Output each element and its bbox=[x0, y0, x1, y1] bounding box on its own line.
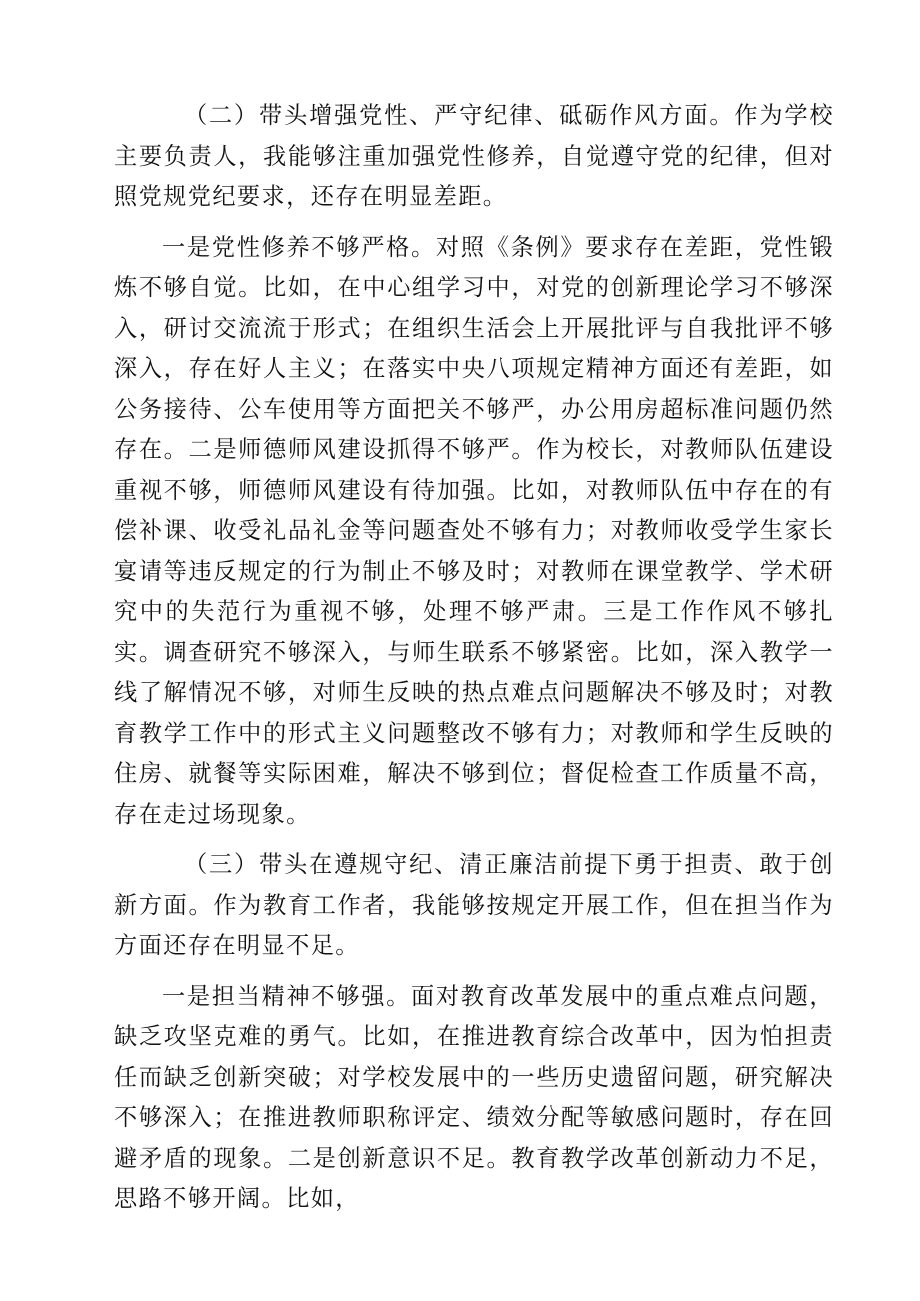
section-two-body-paragraph: 一是党性修养不够严格。对照《条例》要求存在差距，党性锻炼不够自觉。比如，在中心组学习中，对党的创新理论学习不够深入，研讨交流流于形式；在组织生活会上开展批评与自我批评不够深入，存在好人主义；在落实中央八项规定精神方面还有差距，如公务接待、公车使用等方面把关不够严，办公用房超标准问题仍然存在。二是师德师风建设抓得不够严。作为校长，对教师队伍建设重视不够，师德师风建设有待加强。比如，对教师队伍中存在的有偿补课、收受礼品礼金等问题查处不够有力；对教师收受学生家长宴请等违反规定的行为制止不够及时；对教师在课堂教学、学术研究中的失范行为重视不够，处理不够严肃。三是工作作风不够扎实。调查研究不够深入，与师生联系不够紧密。比如，深入教学一线了解情况不够，对师生反映的热点难点问题解决不够及时；对教育教学工作中的形式主义问题整改不够有力；对教师和学生反映的住房、就餐等实际困难，解决不够到位；督促检查工作质量不高，存在走过场现象。 bbox=[114, 233, 834, 828]
document-page bbox=[114, 96, 834, 1220]
section-two-heading-paragraph: （二）带头增强党性、严守纪律、砥砺作风方面。作为学校主要负责人，我能够注重加强党性修养，自觉遵守党的纪律，但对照党规党纪要求，还存在明显差距。 bbox=[114, 102, 834, 210]
section-three-body-paragraph: 一是担当精神不够强。面对教育改革发展中的重点难点问题，缺乏攻坚克难的勇气。比如，在推进教育综合改革中，因为怕担责任而缺乏创新突破；对学校发展中的一些历史遗留问题，研究解决不够深入；在推进教师职称评定、绩效分配等敏感问题时，存在回避矛盾的现象。二是创新意识不足。教育教学改革创新动力不足，思路不够开阔。比如， bbox=[114, 982, 834, 1212]
section-three-heading-paragraph: （三）带头在遵规守纪、清正廉洁前提下勇于担责、敢于创新方面。作为教育工作者，我能够按规定开展工作，但在担当作为方面还存在明显不足。 bbox=[114, 851, 834, 959]
